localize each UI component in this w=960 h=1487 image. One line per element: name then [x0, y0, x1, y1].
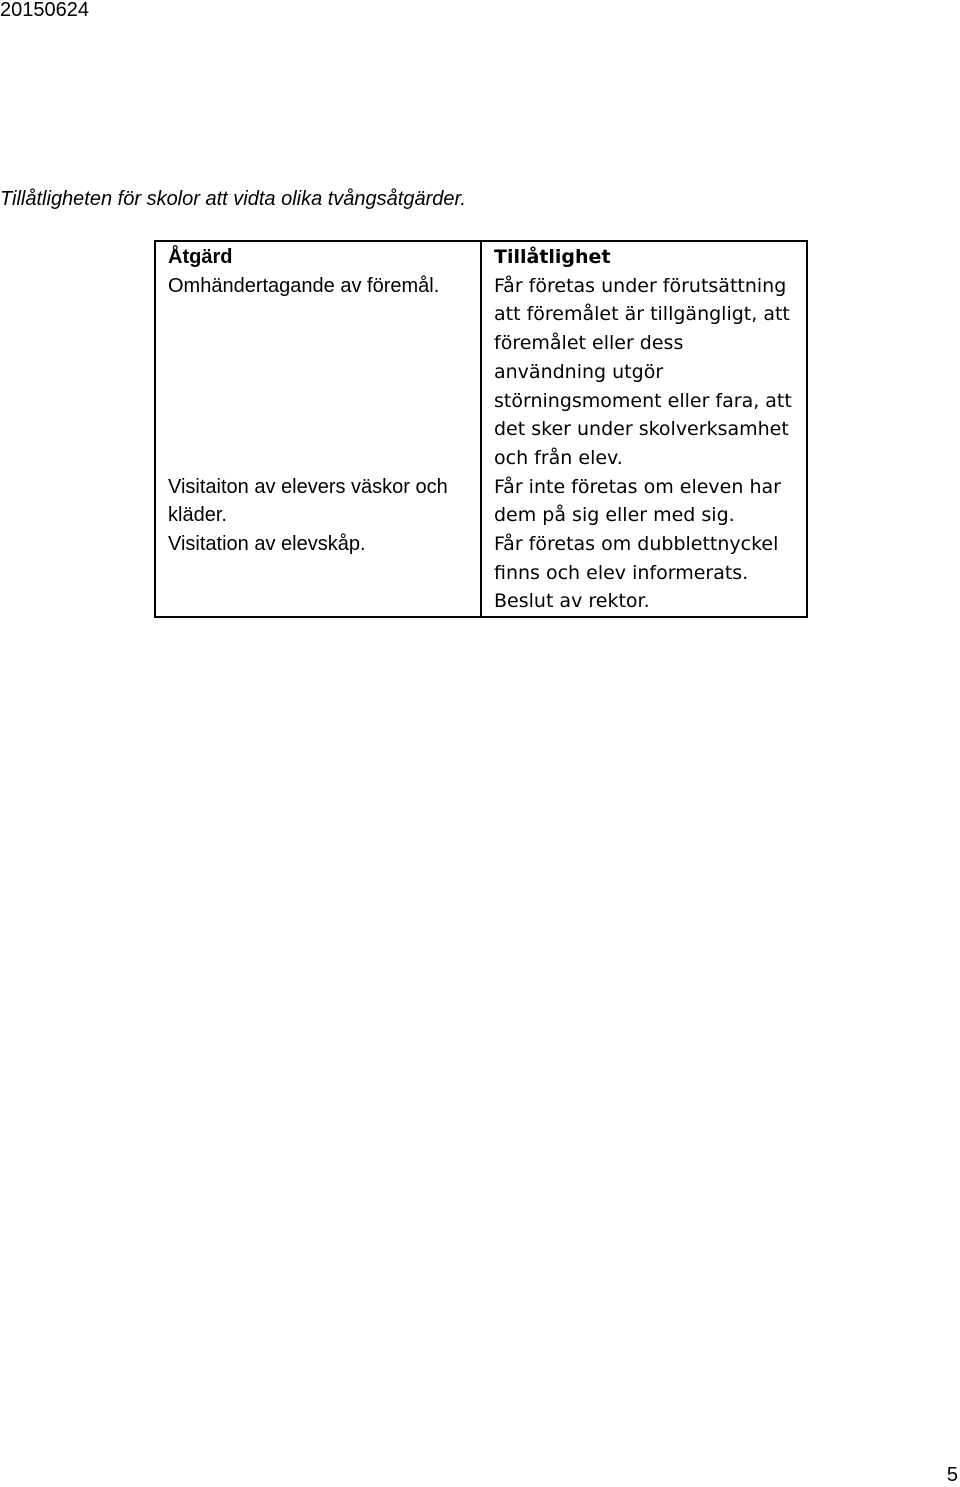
- permissibility-cell: Får företas under förutsättning att föremålet är tillgängligt, att föremålet eller dess användning utgör störningsmoment eller fara, att det sker under skolverksamhet och från elev.: [481, 272, 807, 473]
- table-header-row: [155, 241, 807, 272]
- table-row: [155, 473, 807, 530]
- table-row: [155, 272, 807, 473]
- document-title: Tillåtligheten för skolor att vidta olika tvångsåtgärder.: [0, 188, 466, 210]
- measure-cell: Visitaiton av elevers väskor och kläder.: [155, 473, 481, 530]
- table-row: [155, 530, 807, 617]
- coercive-measures-table: [154, 240, 808, 618]
- column-header-permissibility: Tillåtlighet: [481, 241, 807, 272]
- column-header-measure: Åtgärd: [155, 241, 481, 272]
- permissibility-cell: Får inte företas om eleven har dem på sig eller med sig.: [481, 473, 807, 530]
- measure-cell: Visitation av elevskåp.: [155, 530, 481, 617]
- measure-cell: Omhändertagande av föremål.: [155, 272, 481, 473]
- permissibility-cell: Får företas om dubblettnyckel finns och elev informerats. Beslut av rektor.: [481, 530, 807, 617]
- header-date: 20150624: [0, 0, 89, 21]
- page-number: 5: [946, 1464, 958, 1486]
